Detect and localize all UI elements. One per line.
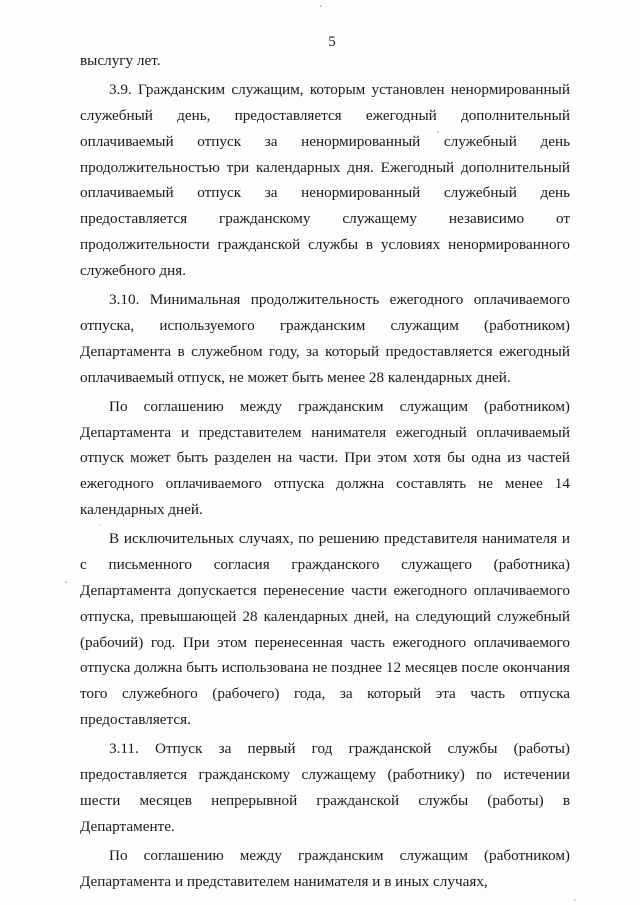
document-body bbox=[80, 48, 570, 898]
paragraph-3-11: 3.11. Отпуск за первый год гражданской службы (работы) предоставляется гражданскому служащему (работнику) по истечении шести месяцев непрерывной гражданской службы (работы) в Департаменте. bbox=[80, 740, 570, 835]
paragraph-3-9: 3.9. Гражданским служащим, которым установлен ненормированный служебный день, предоставляется ежегодный дополнительный оплачиваемый отпуск за ненормированный служебный день продолжительностью три календарных дня. Ежегодный дополнительный оплачиваемый отпуск за ненормированный служебный день предоставляется гражданскому служащему независимо от продолжительности гражданской службы в условиях ненормированного служебного дня. bbox=[80, 81, 570, 279]
paragraph-agreement-other-cases: По соглашению между гражданским служащим (работником) Департамента и представителем нанимателя и в иных случаях, bbox=[80, 846, 570, 890]
paragraph-3-10: 3.10. Минимальная продолжительность ежегодного оплачиваемого отпуска, используемого гражданским служащим (работником) Департамента в служебном году, за который предоставляется ежегодный оплачиваемый отпуск, не может быть менее 28 календарных дней. bbox=[80, 291, 570, 386]
paragraph-division-agreement: По соглашению между гражданским служащим (работником) Департамента и представителем нанимателя ежегодный оплачиваемый отпуск может быть разделен на части. При этом хотя бы одна из частей ежегодного оплачиваемого отпуска должна составлять не менее 14 календарных дней. bbox=[80, 397, 570, 519]
page-number: 5 bbox=[328, 34, 336, 50]
paragraph-continuation: выслугу лет. bbox=[80, 52, 161, 69]
paragraph-exceptional-cases: В исключительных случаях, по решению представителя нанимателя и с письменного согласия гражданского служащего (работника) Департамента допускается перенесение части ежегодного оплачиваемого отпуска, превышающей 28 календарных дней, на следующий служебный (рабочий) год. При этом перенесенная часть ежегодного оплачиваемого отпуска должна быть использована не позднее 12 месяцев после окончания того служебного (рабочего) года, за который эта часть отпуска предоставляется. bbox=[80, 530, 570, 728]
